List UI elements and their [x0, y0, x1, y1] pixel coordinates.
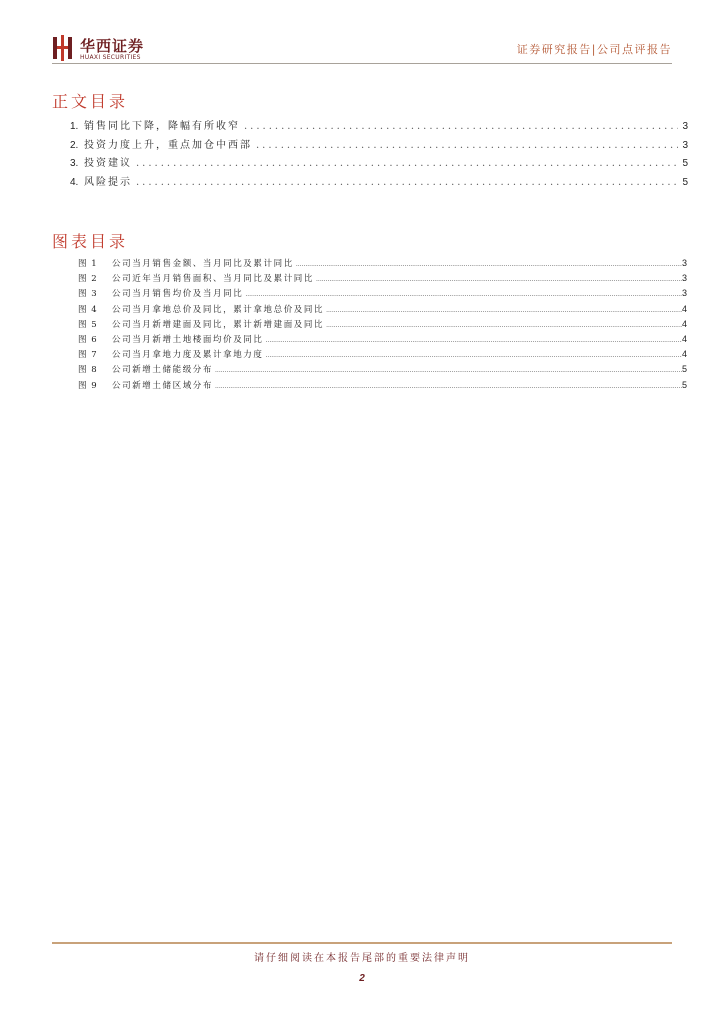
report-type-label: 证券研究报告|公司点评报告: [516, 43, 672, 56]
figure-page: 3: [681, 288, 687, 299]
toc-item[interactable]: [70, 117, 688, 136]
toc-item-number: 4.: [70, 176, 79, 188]
toc-item-number: 3.: [70, 158, 79, 169]
figure-leader-dots: [296, 261, 682, 268]
figure-item[interactable]: [78, 303, 687, 318]
huaxi-logo: [52, 34, 152, 62]
figure-page: 3: [681, 273, 687, 284]
figure-page: 4: [681, 303, 687, 314]
toc-item-number: 2.: [70, 139, 79, 151]
figure-label: 图 6: [78, 334, 98, 345]
figure-item[interactable]: [78, 272, 687, 287]
toc-item-title: 风险提示: [84, 176, 132, 188]
figure-leader-dots: [245, 291, 682, 298]
figure-leader-dots: [266, 352, 682, 359]
figure-item[interactable]: [78, 348, 687, 363]
figure-item[interactable]: [78, 379, 687, 394]
figure-item[interactable]: [78, 333, 687, 348]
figure-label: 图 7: [78, 350, 98, 361]
toc-item-page: 3: [682, 121, 688, 132]
figure-page: 4: [681, 318, 687, 329]
toc-list: [70, 117, 688, 191]
toc-item[interactable]: [70, 136, 688, 155]
toc-item[interactable]: [70, 154, 688, 173]
figure-label: 图 5: [78, 319, 98, 330]
figures-title: 图表目录: [52, 232, 129, 251]
figure-item[interactable]: [78, 318, 687, 333]
toc-leader-dots: [256, 140, 678, 151]
toc-item-page: 3: [682, 139, 688, 151]
legal-notice: 请仔细阅读在本报告尾部的重要法律声明: [254, 953, 470, 964]
figure-leader-dots: [215, 367, 682, 374]
figure-leader-dots: [326, 307, 682, 314]
logo-chinese-name: 华西证券: [80, 37, 145, 55]
toc-leader-dots: [136, 158, 678, 169]
figure-page: 5: [681, 379, 687, 390]
figure-leader-dots: [215, 383, 682, 390]
figure-label: 图 4: [78, 304, 98, 315]
figure-title: 公司当月销售均价及当月同比: [112, 289, 244, 300]
figure-page: 3: [681, 258, 687, 268]
figure-page: 4: [681, 333, 687, 344]
figure-label: 图 2: [78, 274, 98, 285]
figure-item[interactable]: [78, 287, 687, 302]
figure-leader-dots: [266, 337, 682, 344]
figure-list: [78, 257, 687, 394]
toc-title: 正文目录: [52, 92, 129, 111]
huaxi-logo-icon: [52, 35, 74, 61]
toc-item-title: 销售同比下降，降幅有所收窄: [84, 121, 240, 132]
figure-title: 公司当月新增建面及同比，累计新增建面及同比: [112, 319, 325, 330]
figure-leader-dots: [316, 276, 682, 283]
toc-item-title: 投资建议: [84, 158, 132, 169]
figure-label: 图 9: [78, 380, 98, 391]
figure-title: 公司当月拿地总价及同比，累计拿地总价及同比: [112, 304, 325, 315]
figure-label: 图 1: [78, 259, 98, 269]
figure-title: 公司新增土储能级分布: [112, 365, 214, 376]
figure-item[interactable]: [78, 363, 687, 378]
toc-item-number: 1.: [70, 121, 79, 132]
header-divider: [52, 63, 672, 64]
toc-item-title: 投资力度上升，重点加仓中西部: [84, 139, 252, 151]
toc-item-page: 5: [682, 158, 688, 169]
figure-title: 公司新增土储区域分布: [112, 380, 214, 391]
figure-title: 公司当月拿地力度及累计拿地力度: [112, 350, 264, 361]
figure-label: 图 3: [78, 289, 98, 300]
toc-leader-dots: [244, 121, 678, 132]
footer-divider: [52, 942, 672, 944]
figure-page: 4: [681, 349, 687, 360]
toc-item-page: 5: [682, 176, 688, 188]
figure-leader-dots: [326, 322, 682, 329]
page-number: 2: [359, 973, 365, 984]
figure-title: 公司近年当月销售面积、当月同比及累计同比: [112, 274, 315, 285]
logo-english-name: HUAXI SECURITIES: [80, 54, 141, 61]
figure-title: 公司当月新增土地楼面均价及同比: [112, 334, 264, 345]
toc-item[interactable]: [70, 173, 688, 192]
toc-leader-dots: [136, 177, 678, 188]
figure-item[interactable]: [78, 257, 687, 272]
figure-page: 5: [681, 364, 687, 375]
figure-title: 公司当月销售金额、当月同比及累计同比: [112, 259, 294, 269]
figure-label: 图 8: [78, 365, 98, 376]
